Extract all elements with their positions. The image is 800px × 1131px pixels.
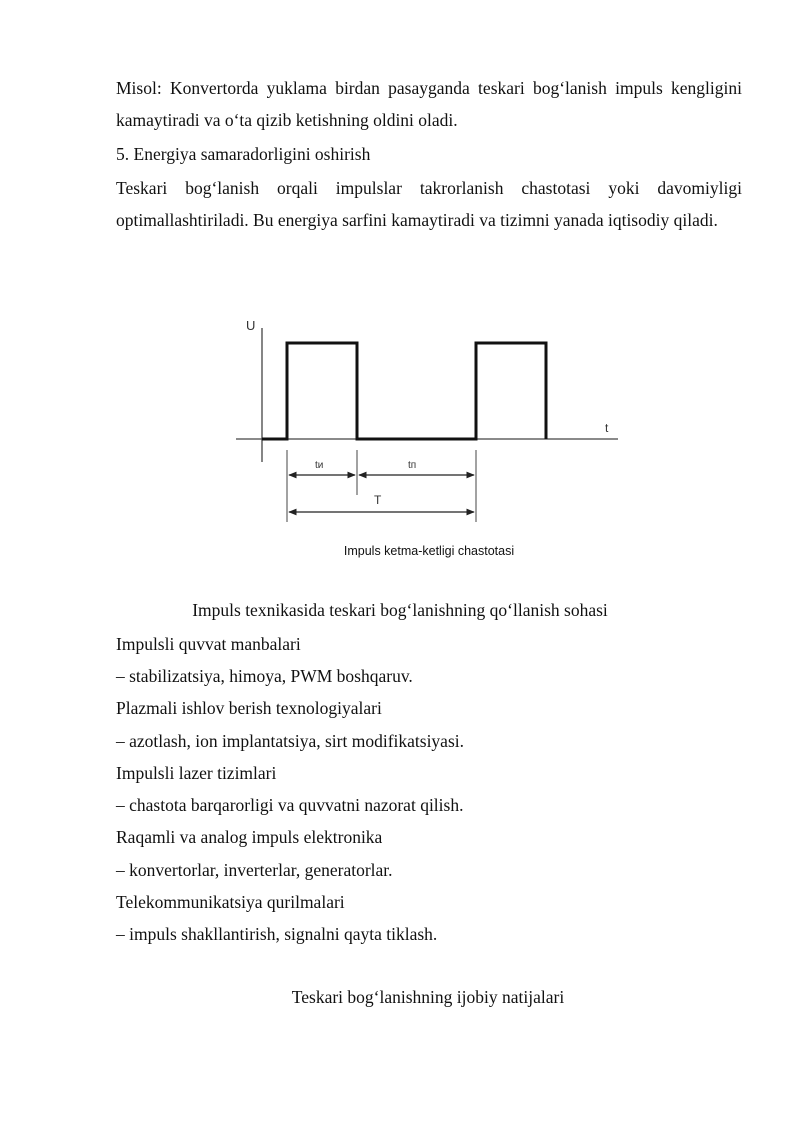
application-detail: – konvertorlar, inverterlar, generatorlar. — [116, 860, 393, 880]
application-title: Plazmali ishlov berish texnologiyalari — [116, 698, 382, 718]
x-axis-label: t — [605, 421, 609, 435]
pulse-diagram — [228, 310, 628, 535]
section-heading: 5. Energiya samaradorligini oshirish — [116, 144, 371, 164]
figure-caption: Impuls ketma-ketligi chastotasi — [343, 544, 515, 558]
pause-label: tп — [408, 460, 417, 471]
application-title: Raqamli va analog impuls elektronika — [116, 827, 383, 847]
application-detail: – impuls shakllantirish, signalni qayta tiklash. — [116, 924, 438, 944]
period-label: T — [374, 493, 382, 507]
pulse-diagram-svg — [228, 310, 628, 535]
pulse-width-label: tи — [315, 460, 324, 471]
example-paragraph: Misol: Konvertorda yuklama birdan pasayganda teskari bog‘lanish impuls kengligini kamaytiradi va o‘ta qizib ketishning oldini oladi. — [116, 78, 742, 130]
application-title: Impulsli quvvat manbalari — [116, 634, 301, 654]
application-detail: – chastota barqarorligi va quvvatni nazorat qilish. — [116, 795, 464, 815]
results-heading: Teskari bog‘lanishning ijobiy natijalari — [291, 987, 565, 1007]
section-body-paragraph: Teskari bog‘lanish orqali impulslar takrorlanish chastotasi yoki davomiyligi optimallashtiriladi. Bu energiya sarfini kamaytiradi va tizimni yanada iqtisodiy qiladi. — [116, 178, 742, 230]
application-detail: – stabilizatsiya, himoya, PWM boshqaruv. — [116, 666, 413, 686]
application-title: Telekommunikatsiya qurilmalari — [116, 892, 345, 912]
y-axis-label: U — [246, 318, 256, 333]
application-title: Impulsli lazer tizimlari — [116, 763, 277, 783]
applications-heading: Impuls texnikasida teskari bog‘lanishning qo‘llanish sohasi — [192, 600, 608, 620]
pulse-waveform — [262, 343, 546, 439]
application-detail: – azotlash, ion implantatsiya, sirt modifikatsiyasi. — [116, 731, 465, 751]
